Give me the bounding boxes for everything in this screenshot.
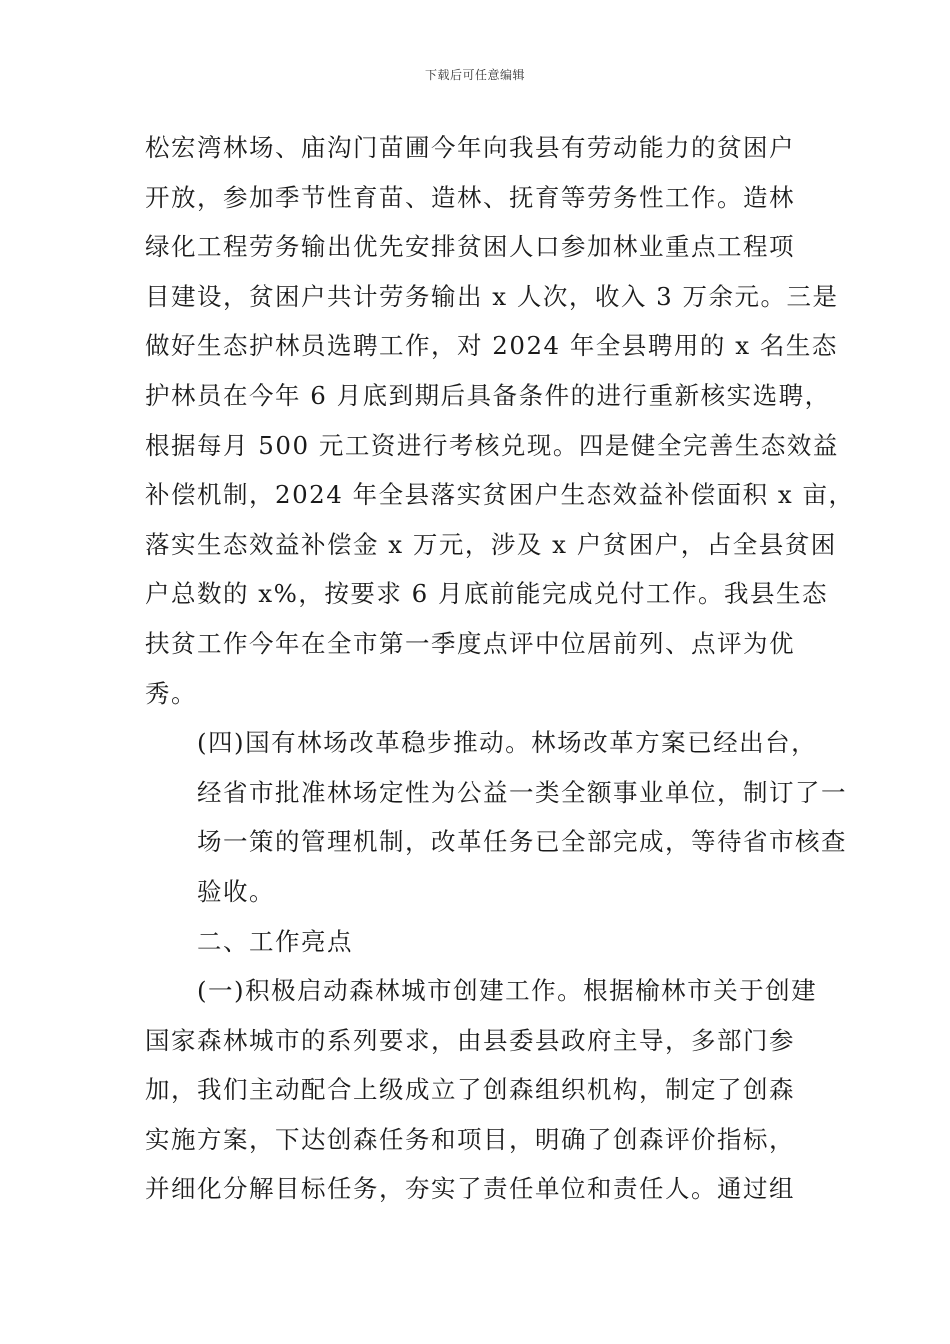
- text-line: 验收。: [197, 876, 275, 906]
- text-line: 根据每月 500 元工资进行考核兑现。四是健全完善生态效益: [145, 430, 839, 460]
- text-line: 落实生态效益补偿金 x 万元，涉及 x 户贫困户，占全县贫困: [145, 529, 837, 559]
- text-line: 场一策的管理机制，改革任务已全部完成，等待省市核查: [197, 827, 847, 857]
- paragraph-forest-farm-reform: [145, 718, 847, 916]
- section-heading: 二、工作亮点: [197, 926, 353, 956]
- text-line: 秀。: [145, 678, 197, 708]
- text-line: 实施方案，下达创森任务和项目，明确了创森评价指标，: [145, 1124, 795, 1154]
- text-line: 户总数的 x%，按要求 6 月底前能完成兑付工作。我县生态: [145, 579, 829, 609]
- section-heading-work-highlights: [145, 917, 825, 967]
- text-line: (一)积极启动森林城市创建工作。根据榆林市关于创建: [197, 976, 818, 1006]
- text-line: 松宏湾林场、庙沟门苗圃今年向我县有劳动能力的贫困户: [145, 133, 795, 162]
- text-line: 补偿机制，2024 年全县落实贫困户生态效益补偿面积 x 亩，: [145, 480, 855, 510]
- paragraph-forest-city-creation: [145, 966, 825, 1214]
- text-line: 经省市批准林场定性为公益一类全额事业单位，制订了一: [197, 777, 847, 807]
- text-line: 扶贫工作今年在全市第一季度点评中位居前列、点评为优: [145, 628, 795, 658]
- document-body: [145, 123, 855, 1214]
- paragraph-ecological-poverty-relief: [145, 123, 855, 718]
- text-line: 做好生态护林员选聘工作，对 2024 年全县聘用的 x 名生态: [145, 331, 838, 361]
- text-line: 开放，参加季节性育苗、造林、抚育等劳务性工作。造林: [145, 182, 795, 212]
- header-note: 下载后可任意编辑: [424, 68, 525, 82]
- text-line: 护林员在今年 6 月底到期后具备条件的进行重新核实选聘，: [145, 380, 831, 410]
- text-line: 并细化分解目标任务，夯实了责任单位和责任人。通过组: [145, 1174, 795, 1204]
- text-line: 加，我们主动配合上级成立了创森组织机构，制定了创森: [145, 1075, 795, 1105]
- text-line: 国家森林城市的系列要求，由县委县政府主导，多部门参: [145, 1025, 795, 1055]
- text-line: 绿化工程劳务输出优先安排贫困人口参加林业重点工程项: [145, 232, 795, 262]
- text-line: (四)国有林场改革稳步推动。林场改革方案已经出台，: [197, 728, 818, 758]
- text-line: 目建设，贫困户共计劳务输出 x 人次，收入 3 万余元。三是: [145, 281, 839, 311]
